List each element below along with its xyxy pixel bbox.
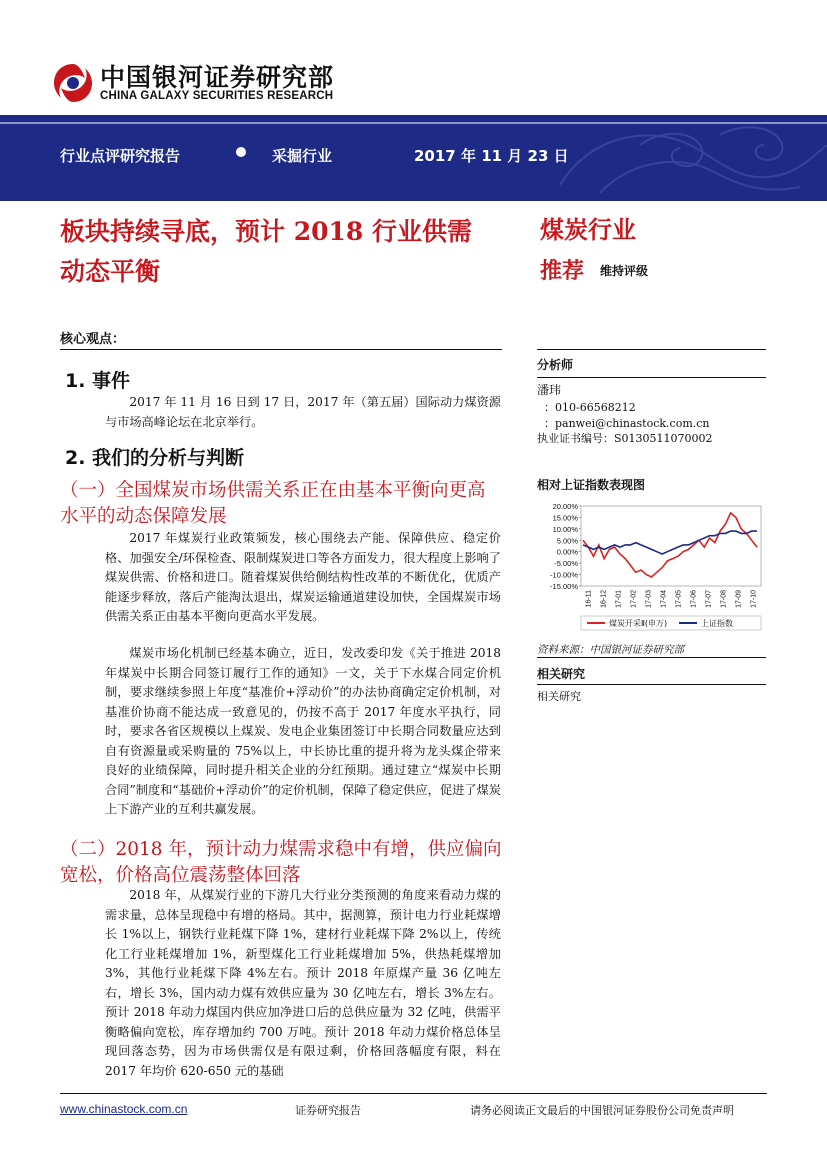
x-tick-label: 16-12 [600,590,608,608]
x-tick-label: 17-10 [750,590,758,608]
y-tick-label: 15.00% [552,513,578,523]
relative-performance-chart [537,498,766,638]
chart-source: 资料来源：中国银河证券研究部 [537,644,684,656]
footer-website-link[interactable]: www.chinastock.com.cn [60,1102,188,1116]
rating-note: 维持评级 [600,264,649,278]
x-tick-label: 17-05 [675,590,683,608]
bullet-dot-icon [236,147,246,157]
y-tick-label: -5.00% [554,559,578,569]
core-views-label: 核心观点： [60,332,126,347]
plot-frame [581,506,761,586]
galaxy-logo-icon [52,62,94,104]
subsection-1-paragraph-2: 煤炭市场化机制已经基本确立，近日，发改委印发《关于推进 2018 年煤炭中长期合同签订履行工作的通知》一文，关于下水煤合同定价机制，要求继续参照上年度“基准价+浮动价”的办法协商确定定价机制，对基准价协商不能达成一致意见的，仍按不高于 2017 年度水平执行，同时，要求各省区规模以上煤炭、发电企业集团签订中长期合同数量应达到自有资源量或采购量的 75%以上，中长协比重的提升将为龙头煤企带来良好的业绩保障，同时提升相关企业的分红预期。通过建立“煤炭中长期合同”制度和“基础价+浮动价”的定价机制，保障了稳定供应，促进了煤炭上下游产业的互利共赢发展。 [105,646,501,816]
divider [537,349,766,350]
analyst-phone: ：010-66568212 [544,401,636,414]
legend-label-1: 上证指数 [701,619,733,628]
footer-disclaimer: 请务必阅读正文最后的中国银河证券股份公司免责声明 [470,1104,734,1117]
divider [60,349,502,350]
divider [537,377,766,378]
series-line-0 [583,513,757,577]
x-tick-label: 17-06 [690,590,698,608]
event-paragraph: 2017 年 11 月 16 日到 17 日，2017 年（第五届）国际动力煤资源与市场高峰论坛在北京举行。 [105,395,501,429]
x-tick-label: 17-09 [735,590,743,608]
y-tick-label: 20.00% [552,502,578,511]
footer-report-label: 证券研究报告 [295,1104,361,1117]
divider [537,684,766,685]
section-heading-event: 1. 事件 [65,370,131,392]
x-tick-label: 17-04 [660,590,668,608]
report-date: 2017 年 11 月 23 日 [414,147,569,165]
subsection-1-paragraph-1: 2017 年煤炭行业政策频发，核心围绕去产能、保障供应、稳定价格、加强安全/环保检查、限制煤炭进口等各方面发力，很大程度上影响了煤炭供需、价格和进口。随着煤炭供给侧结构性改革的不断优化，优质产能逐步释放，落后产能淘汰退出，煤炭运输通道建设加快，全国煤炭市场供需关系正由基本平衡向更高水平发展。 [105,531,501,623]
analyst-license: 执业证书编号：S0130511070002 [537,432,713,445]
y-tick-label: 10.00% [552,524,578,534]
y-tick-label: 0.00% [556,547,578,557]
y-tick-label: -10.00% [550,570,578,580]
rating-recommendation: 推荐 [540,258,585,284]
logo-english-name: CHINA GALAXY SECURITIES RESEARCH [100,90,334,102]
header-industry: 采掘行业 [272,147,333,165]
subsection-2-paragraph: 2018 年，从煤炭行业的下游几大行业分类预测的角度来看动力煤的需求量，总体呈现稳中有增的格局。其中，据测算，预计电力行业耗煤增长 1%以上，钢铁行业耗煤下降 1%，建材行业耗煤下降 2%以上，传统化工行业耗煤增加 1%，新型煤化工行业耗煤增加 5%，供热耗煤增加 3%，其他行业耗煤下降 4%左右。预计 2018 年原煤产量 36 亿吨左右，增长 3%，国内动力煤有效供应量为 30 亿吨左右，增长 3%左右。预计 2018 年动力煤国内供应加净进口后的总供应量为 32 亿吨，供需平衡略偏向宽松，库存增加约 700 万吨。预计 2018 年动力煤价格总体呈现回落态势，因为市场供需仅是有限过剩，价格回落幅度有限，料在 2017 年均价 620-650 元的基础 [105,888,501,1078]
x-tick-label: 17-01 [615,590,623,608]
divider [537,657,766,658]
x-tick-label: 17-03 [645,590,653,608]
related-research-label: 相关研究 [537,667,586,681]
subsection-heading-1: （一）全国煤炭市场供需关系正在由基本平衡向更高水平的动态保障发展 [60,480,486,527]
subsection-heading-2: （二）2018 年，预计动力煤需求稳中有增，供应偏向宽松，价格高位震荡整体回落 [60,839,502,886]
y-tick-label: 5.00% [556,536,578,546]
header-band-line [0,122,827,124]
x-tick-label: 17-08 [720,590,728,608]
report-type: 行业点评研究报告 [60,147,181,165]
report-title-line2: 动态平衡 [60,257,161,286]
logo-chinese-name: 中国银河证券研究部 [100,63,335,92]
x-tick-label: 16-11 [585,590,593,608]
chart-title: 相对上证指数表现图 [537,478,646,492]
x-tick-label: 17-07 [705,590,713,608]
y-tick-label: -15.00% [550,582,578,591]
rating-industry: 煤炭行业 [540,215,636,244]
legend-label-0: 煤炭开采Ⅱ(申万) [609,619,668,628]
legend-box [581,616,761,630]
analyst-email[interactable]: ：panwei@chinastock.com.cn [544,417,710,430]
analyst-label: 分析师 [537,358,574,372]
analyst-name: 潘玮 [537,383,562,397]
related-research-content: 相关研究 [537,690,581,703]
footer-divider [60,1093,767,1094]
report-title-line1: 板块持续寻底，预计 2018 行业供需 [60,217,472,246]
section-heading-analysis: 2. 我们的分析与判断 [65,447,245,469]
x-tick-label: 17-02 [630,590,638,608]
